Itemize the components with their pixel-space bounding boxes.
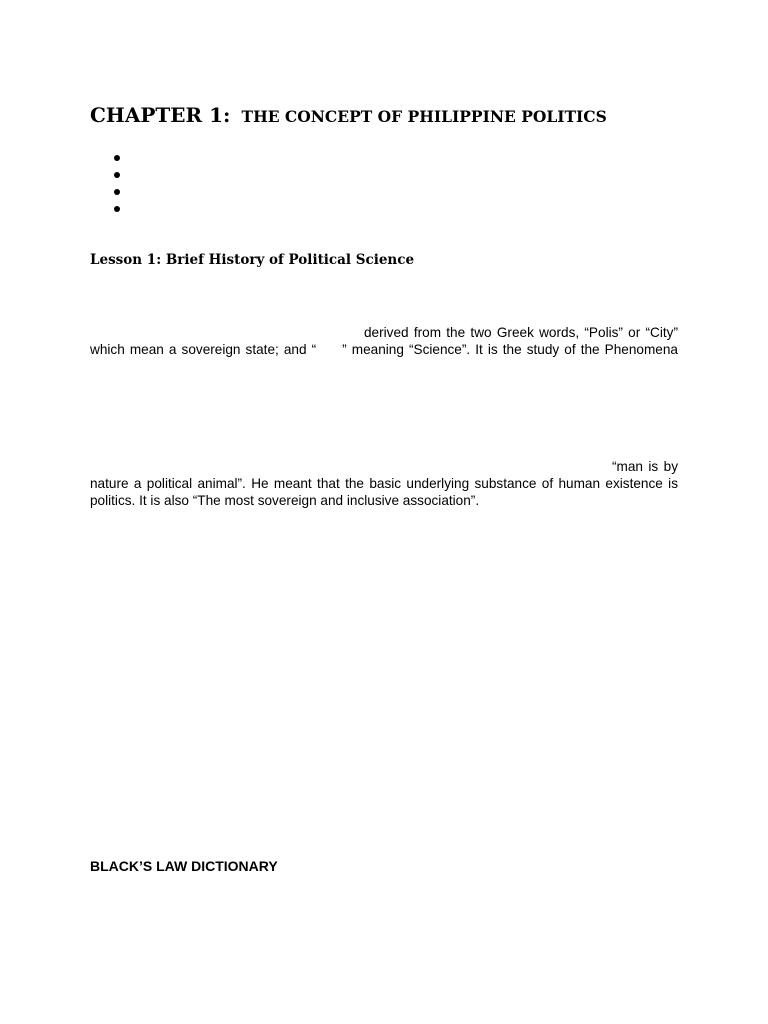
paragraph-1-line-1: derived from the two Greek words, “Polis” or “City” xyxy=(364,325,678,340)
paragraph-2-line-2: nature a political animal”. He meant that the basic underlying substance of human existence is xyxy=(90,476,678,491)
paragraph-1-line-2-start: which mean a sovereign state; and “ xyxy=(90,342,317,357)
chapter-title xyxy=(90,92,607,130)
chapter-name: THE CONCEPT OF PHILIPPINE POLITICS xyxy=(241,107,607,126)
paragraph-2-line-1: “man is by xyxy=(612,459,678,474)
paragraph-1-line-2-end: ” meaning “Science”. It is the study of the Phenomena xyxy=(342,342,678,357)
section-heading: BLACK’S LAW DICTIONARY xyxy=(90,858,278,874)
lesson-title: Lesson 1: Brief History of Political Science xyxy=(90,252,415,268)
paragraph-1-line-2 xyxy=(90,341,678,358)
paragraph-2-line-3: politics. It is also “The most sovereign and inclusive association”. xyxy=(90,493,480,508)
chapter-number: CHAPTER 1: xyxy=(90,103,231,127)
